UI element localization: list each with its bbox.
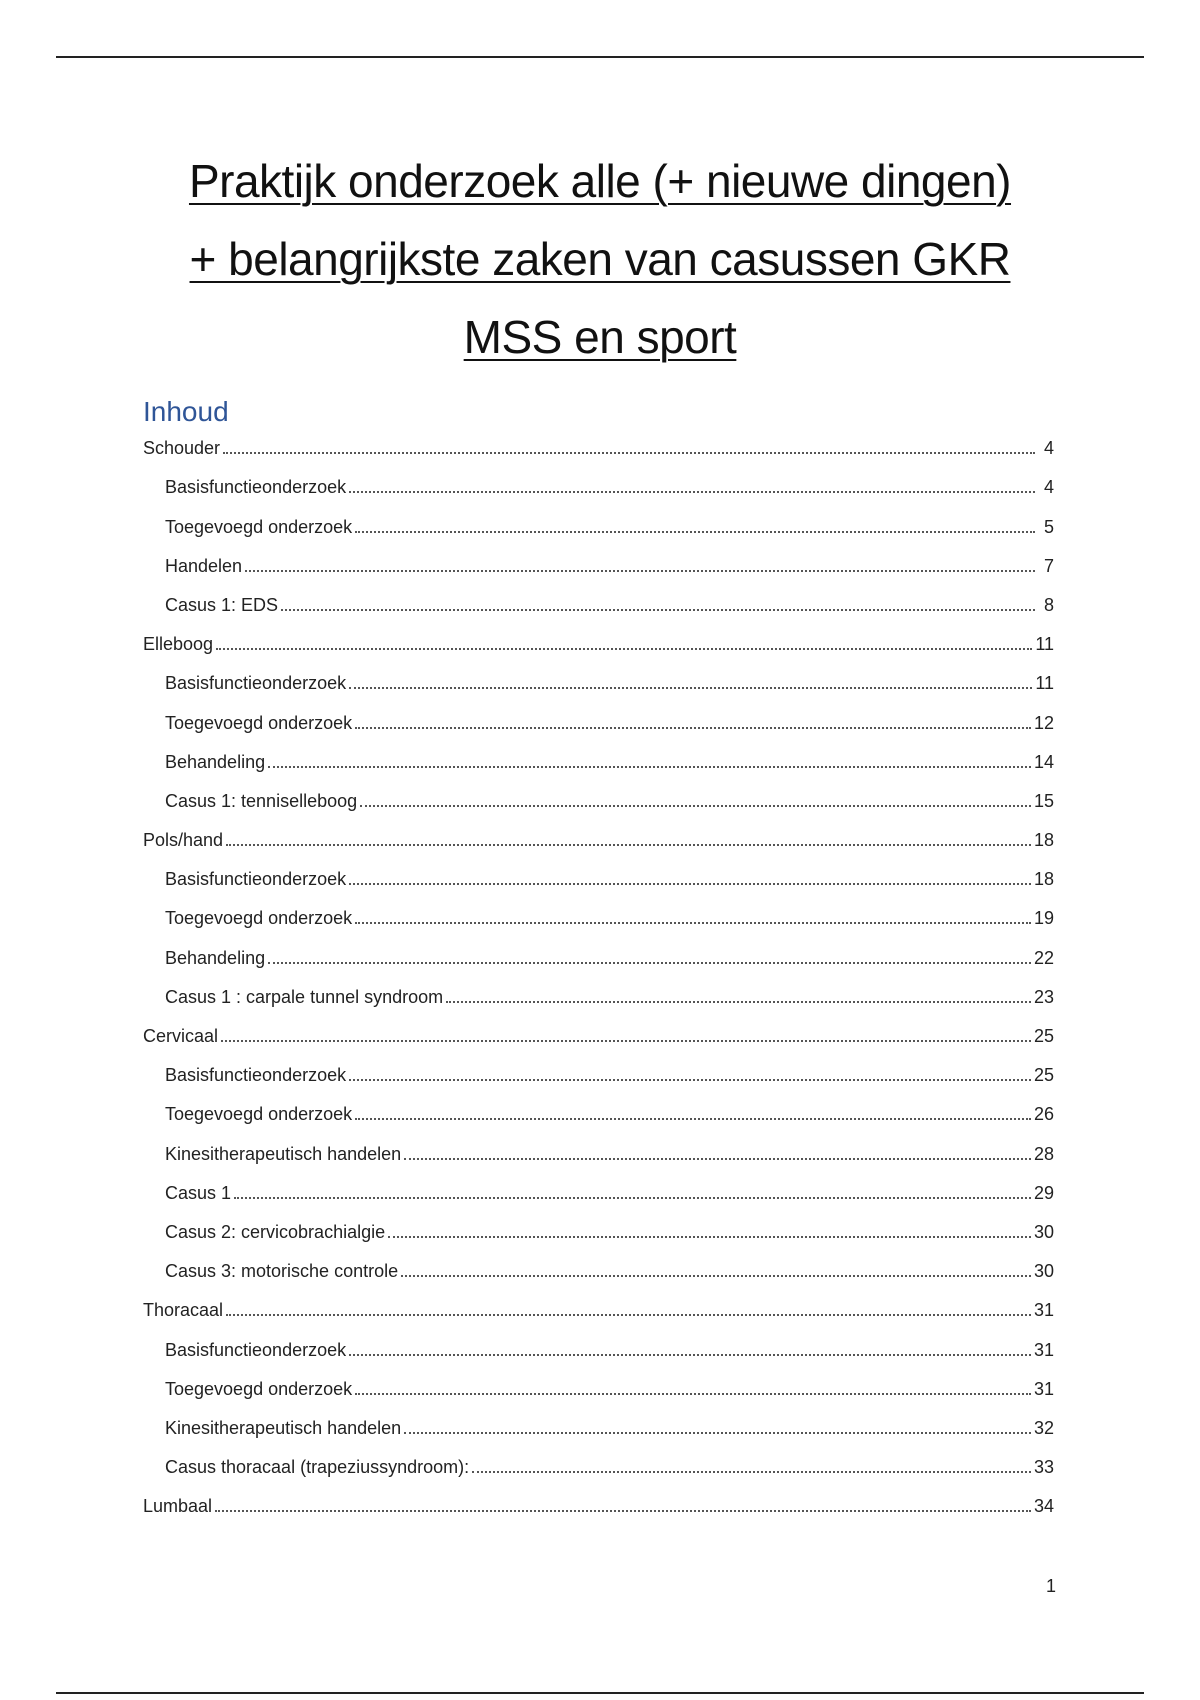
toc-entry-page: 19	[1033, 908, 1054, 929]
toc-dot-leader	[349, 491, 1035, 493]
toc-entry-page: 31	[1033, 1300, 1054, 1321]
toc-entry[interactable]	[143, 742, 1054, 781]
toc-entry-page: 34	[1033, 1496, 1054, 1517]
title-line-3: MSS en sport	[463, 311, 737, 363]
toc-dot-leader	[268, 962, 1031, 964]
toc-entry[interactable]	[143, 467, 1054, 506]
toc-dot-leader	[355, 1393, 1031, 1395]
toc-entry[interactable]	[143, 1016, 1054, 1055]
toc-entry-label: Basisfunctieonderzoek	[165, 1339, 347, 1360]
toc-entry-label: Kinesitherapeutisch handelen	[165, 1143, 402, 1164]
toc-entry[interactable]	[143, 859, 1054, 898]
toc-entry[interactable]	[143, 1329, 1054, 1368]
toc-dot-leader	[404, 1432, 1031, 1434]
toc-entry-label: Basisfunctieonderzoek	[165, 1065, 347, 1086]
toc-dot-leader	[234, 1197, 1031, 1199]
toc-entry-label: Casus 1: EDS	[165, 594, 279, 615]
toc-entry-page: 30	[1033, 1221, 1054, 1242]
toc-entry-label: Basisfunctieonderzoek	[165, 477, 347, 498]
toc-entry-page: 26	[1033, 1104, 1054, 1125]
toc-entry-page: 5	[1043, 516, 1054, 537]
toc-entry[interactable]	[143, 977, 1054, 1016]
toc-entry[interactable]	[143, 781, 1054, 820]
toc-entry[interactable]	[143, 937, 1054, 976]
toc-entry-label: Handelen	[165, 555, 243, 576]
toc-entry[interactable]	[143, 1055, 1054, 1094]
toc-entry-label: Casus 1 : carpale tunnel syndroom	[165, 986, 444, 1007]
toc-dot-leader	[349, 687, 1032, 689]
toc-dot-leader	[216, 648, 1032, 650]
toc-entry[interactable]	[143, 1290, 1054, 1329]
toc-entry-page: 32	[1033, 1417, 1054, 1438]
page-number: 1	[1045, 1576, 1056, 1596]
toc-dot-leader	[355, 1118, 1031, 1120]
toc-dot-leader	[245, 570, 1035, 572]
toc-entry[interactable]	[143, 585, 1054, 624]
toc-entry-page: 28	[1033, 1143, 1054, 1164]
toc-entry-page: 29	[1033, 1182, 1054, 1203]
toc-dot-leader	[360, 805, 1031, 807]
toc-dot-leader	[221, 1040, 1031, 1042]
toc-dot-leader	[281, 609, 1035, 611]
toc-dot-leader	[472, 1471, 1031, 1473]
toc-entry[interactable]	[143, 1369, 1054, 1408]
toc-entry-page: 4	[1043, 438, 1054, 459]
toc-entry-page: 12	[1033, 712, 1054, 733]
toc-dot-leader	[349, 883, 1031, 885]
toc-entry[interactable]	[143, 1133, 1054, 1172]
toc-entry[interactable]	[143, 546, 1054, 585]
toc-entry-label: Toegevoegd onderzoek	[165, 1378, 353, 1399]
toc-dot-leader	[215, 1510, 1031, 1512]
toc-entry[interactable]	[143, 702, 1054, 741]
toc-entry-page: 25	[1033, 1026, 1054, 1046]
toc-entry-label: Kinesitherapeutisch handelen	[165, 1417, 402, 1438]
toc-entry-label: Thoracaal	[143, 1300, 224, 1321]
toc-dot-leader	[355, 922, 1031, 924]
document-title	[0, 142, 1200, 376]
toc-entry-label: Basisfunctieonderzoek	[165, 673, 347, 694]
toc-dot-leader	[355, 531, 1035, 533]
toc-entry-page: 8	[1043, 594, 1054, 615]
toc-dot-leader	[388, 1236, 1031, 1238]
toc-entry[interactable]	[143, 1094, 1054, 1133]
toc-dot-leader	[401, 1275, 1031, 1277]
toc-entry[interactable]	[143, 1212, 1054, 1251]
toc-entry-page: 33	[1033, 1457, 1054, 1478]
toc-dot-leader	[349, 1354, 1031, 1356]
toc-entry-label: Casus 1: tenniselleboog	[165, 790, 358, 811]
toc-entry[interactable]	[143, 820, 1054, 859]
toc-entry[interactable]	[143, 428, 1054, 467]
toc-entry-label: Behandeling	[165, 751, 266, 772]
toc-entry-label: Casus 3: motorische controle	[165, 1261, 399, 1282]
toc-entry-page: 23	[1033, 986, 1054, 1007]
toc-dot-leader	[226, 844, 1031, 846]
toc-entry-label: Casus 1	[165, 1182, 232, 1203]
toc-entry-page: 25	[1033, 1065, 1054, 1086]
toc-entry-label: Elleboog	[143, 634, 214, 655]
toc-entry[interactable]	[143, 1173, 1054, 1212]
toc-entry-page: 7	[1043, 555, 1054, 576]
toc-entry-label: Basisfunctieonderzoek	[165, 869, 347, 890]
toc-entry[interactable]	[143, 506, 1054, 545]
header-rule	[56, 56, 1144, 58]
toc-dot-leader	[268, 766, 1031, 768]
title-line-2: + belangrijkste zaken van casussen GKR	[189, 233, 1011, 285]
toc-entry-page: 11	[1035, 673, 1054, 694]
toc-entry[interactable]	[143, 663, 1054, 702]
toc-entry-page: 30	[1033, 1261, 1054, 1282]
toc-entry-page: 14	[1033, 751, 1054, 772]
table-of-contents	[143, 428, 1054, 1525]
toc-entry-label: Schouder	[143, 438, 221, 459]
toc-entry-label: Behandeling	[165, 947, 266, 968]
toc-entry-label: Lumbaal	[143, 1496, 213, 1517]
toc-entry[interactable]	[143, 1408, 1054, 1447]
footer-rule	[56, 1692, 1144, 1694]
toc-dot-leader	[446, 1001, 1031, 1003]
toc-dot-leader	[349, 1079, 1031, 1081]
toc-entry-page: 31	[1033, 1378, 1054, 1399]
toc-entry-label: Toegevoegd onderzoek	[165, 908, 353, 929]
toc-entry-label: Toegevoegd onderzoek	[165, 516, 353, 537]
toc-dot-leader	[404, 1158, 1031, 1160]
toc-entry-page: 22	[1033, 947, 1054, 968]
toc-entry-label: Toegevoegd onderzoek	[165, 1104, 353, 1125]
toc-entry-label: Cervicaal	[143, 1026, 219, 1046]
toc-dot-leader	[223, 452, 1035, 454]
toc-dot-leader	[355, 727, 1031, 729]
toc-entry[interactable]	[143, 898, 1054, 937]
toc-entry[interactable]	[143, 1447, 1054, 1486]
title-line-1: Praktijk onderzoek alle (+ nieuwe dingen)	[188, 155, 1012, 207]
toc-heading: Inhoud	[143, 396, 229, 427]
toc-entry-page: 18	[1033, 869, 1054, 890]
toc-entry-page: 15	[1033, 790, 1054, 811]
toc-entry-label: Toegevoegd onderzoek	[165, 712, 353, 733]
toc-entry-page: 11	[1035, 634, 1054, 655]
toc-entry-page: 18	[1033, 830, 1054, 851]
toc-entry-label: Casus thoracaal (trapeziussyndroom):	[165, 1457, 470, 1478]
toc-entry[interactable]	[143, 624, 1054, 663]
toc-dot-leader	[226, 1314, 1031, 1316]
toc-entry-page: 31	[1033, 1339, 1054, 1360]
toc-entry[interactable]	[143, 1486, 1054, 1525]
toc-entry[interactable]	[143, 1251, 1054, 1290]
toc-entry-label: Pols/hand	[143, 830, 224, 851]
toc-entry-page: 4	[1043, 477, 1054, 498]
toc-entry-label: Casus 2: cervicobrachialgie	[165, 1221, 386, 1242]
